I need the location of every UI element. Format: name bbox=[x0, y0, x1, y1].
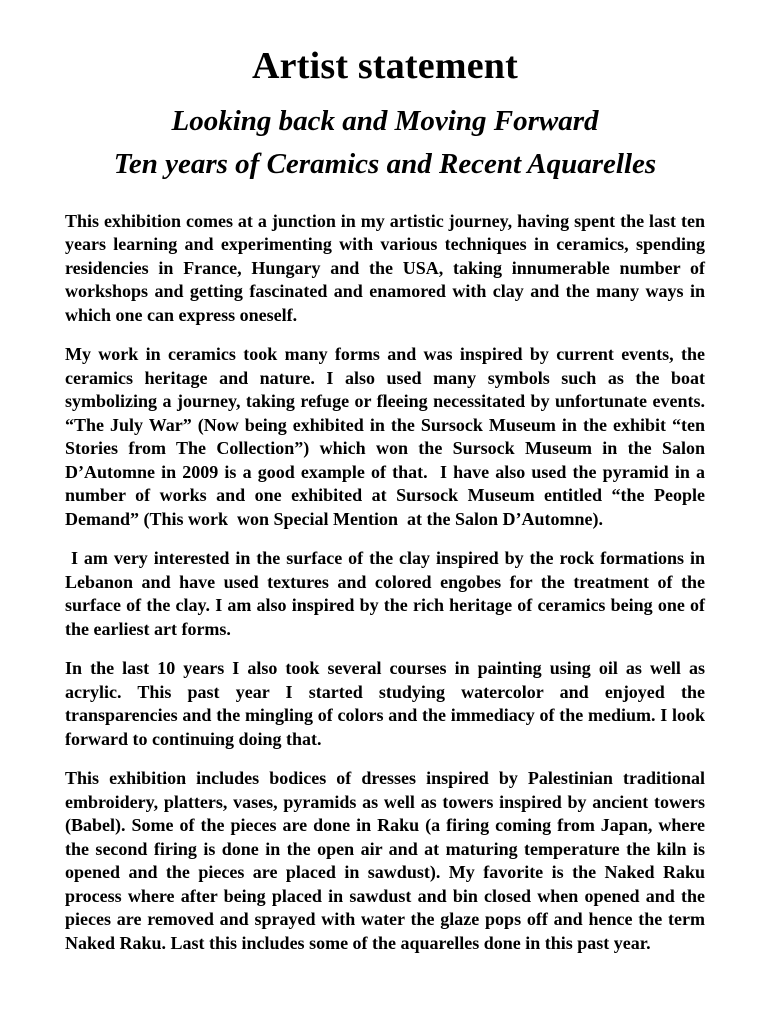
paragraph-5: This exhibition includes bodices of dresses inspired by Palestinian traditional embroidery, platters, vases, pyramids as well as towers inspired by ancient towers (Babel). Some of the pieces are done in Raku (a firing coming from Japan, where the second firing is done in the open air and at maturing temperature the kiln is opened and the pieces are placed in sawdust). My favorite is the Naked Raku process where after being placed in sawdust and bin closed when opened and the pieces are removed and sprayed with water the glaze pops off and hence the term Naked Raku. Last this includes some of the aquarelles done in this past year. bbox=[65, 768, 710, 953]
paragraph-4: In the last 10 years I also took several courses in painting using oil as well as acrylic. This past year I started studying watercolor and enjoyed the transparencies and the mingling of colors and the immediacy of the medium. I look forward to continuing doing that. bbox=[65, 658, 710, 749]
subtitle-line-1: Looking back and Moving Forward bbox=[171, 104, 599, 137]
page-title: Artist statement bbox=[252, 45, 518, 87]
paragraph-1: This exhibition comes at a junction in my artistic journey, having spent the last ten years learning and experimenting with various techniques in ceramics, spending residencies in France, Hungary and the USA, taking innumerable number of workshops and getting fascinated and enamored with clay and the many ways in which one can express oneself. bbox=[65, 210, 710, 325]
paragraph-2: My work in ceramics took many forms and was inspired by current events, the ceramics heritage and nature. I also used many symbols such as the boat symbolizing a journey, taking refuge or fleeing necessitated by unfortunate events. “The July War” (Now being exhibited in the Sursock Museum in the exhibit “ten Stories from The Collection”) which won the Sursock Museum in the Salon D’Automne in 2009 is a good example of that. I have also used the pyramid in a number of works and one exhibited at Sursock Museum entitled “the People Demand” (This work won Special Mention at the Salon D’Automne). bbox=[65, 344, 710, 529]
subtitle-line-2: Ten years of Ceramics and Recent Aquarelles bbox=[113, 147, 657, 180]
paragraph-3: I am very interested in the surface of the clay inspired by the rock formations in Lebanon and have used textures and colored engobes for the treatment of the surface of the clay. I am also inspired by the rich heritage of ceramics being one of the earliest art forms. bbox=[65, 548, 710, 639]
document-body bbox=[65, 210, 710, 956]
